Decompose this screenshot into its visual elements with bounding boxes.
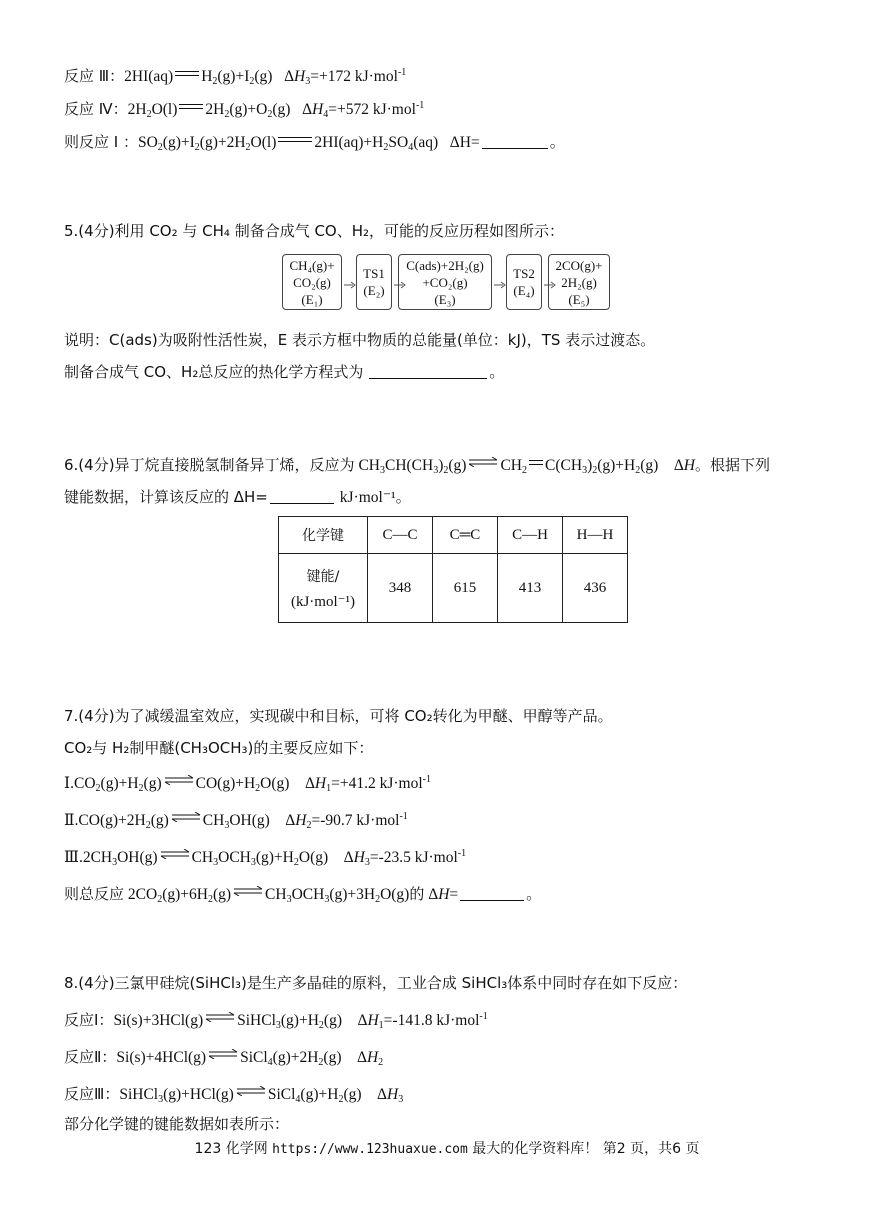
table-header: C—H — [498, 517, 563, 554]
answer-blank[interactable] — [369, 364, 487, 379]
reaction-3-dh: +172 kJ·mol — [319, 68, 398, 85]
table-cell: 615 — [433, 554, 498, 623]
q8-reaction-1: 反应Ⅰ：Si(s)+3HCl(g) $SiHCl_3(g)+H_2(g)$ $\Delta H_1=-141.8$ kJ·mol$^{-1}$ — [64, 1011, 488, 1031]
flow-box-ts2: TS2 (E₄) — [506, 254, 542, 310]
reaction-1-dh: ΔH= — [449, 134, 480, 151]
q8-tail: 部分化学键的键能数据如表所示： — [64, 1115, 290, 1133]
q6-line-2: 键能数据，计算该反应的 ΔH= kJ·mol⁻¹。 — [64, 488, 412, 506]
table-header: C—C — [368, 517, 433, 554]
q7-reaction-1: $Ⅰ.CO_2(g)+H_2(g)$ $CO(g)+H_2O(g)$ $\Delta H_1=+41.2$ kJ·mol$^{-1}$ — [64, 774, 432, 794]
table-cell: 348 — [368, 554, 433, 623]
q8-reaction-3: 反应Ⅲ：SiHCl$_3$(g)+HCl(g) $SiCl_4(g)+H_2(g)$ $\Delta H_3$ — [64, 1085, 404, 1105]
q5-ask: 制备合成气 CO、H₂总反应的热化学方程式为 。 — [64, 363, 505, 381]
flow-arrow-icon — [344, 281, 356, 289]
reaction-4-dh: +572 kJ·mol — [337, 101, 416, 118]
table-header: 化学键 — [279, 517, 368, 554]
footer-suffix: 最大的化学资料库！ 第2 页，共6 页 — [472, 1141, 700, 1157]
reaction-4-label: 反应 Ⅳ： — [64, 100, 128, 118]
reaction-1-label: 则反应 Ⅰ ： — [64, 133, 138, 151]
q7-reaction-2: $Ⅱ.CO(g)+2H_2(g)$ $CH_3OH(g)$ $\Delta H_2=-90.7$ kJ·mol$^{-1}$ — [64, 811, 408, 831]
reaction-3-line: 反应 Ⅲ：2HI(aq) $H_2(g)+I_2(g)$ $\Delta H_3=+172$ kJ·mol$^{-1}$ — [64, 67, 407, 87]
q5-note: 说明：C(ads)为吸附性活性炭，E 表示方框中物质的总能量(单位：kJ)，TS 表示过渡态。 — [64, 331, 656, 349]
footer-prefix: 123 化学网 — [194, 1141, 268, 1157]
table-cell: 413 — [498, 554, 563, 623]
q7-title: 7.(4分)为了减缓温室效应，实现碳中和目标，可将 CO₂转化为甲醚、甲醇等产品。 — [64, 707, 613, 725]
table-header: C═C — [433, 517, 498, 554]
q7-intro: CO₂与 H₂制甲醚(CH₃OCH₃)的主要反应如下： — [64, 739, 374, 757]
q6-line-1: 6.(4分)异丁烷直接脱氢制备异丁烯，反应为 $CH_3CH(CH_3)_2(g)$ $CH_2$ $C(CH_3)_2(g)+H_2(g)$ ΔH。根据下列 — [64, 456, 771, 476]
flow-box-intermediate: C(ads)+2H₂(g) +CO₂(g) (E₃) — [398, 254, 492, 310]
q7-total: 则总反应 $2CO_2(g)+6H_2(g)$ $CH_3OCH_3(g)+3H_2O(g)$的 ΔH= 。 — [64, 885, 542, 905]
answer-blank[interactable] — [460, 886, 524, 901]
reaction-4-line: 反应 Ⅳ：$2H_2O(l)$ $2H_2(g)+O_2(g)$ $\Delta H_4=+572$ kJ·mol$^{-1}$ — [64, 100, 425, 120]
footer-url-link[interactable]: https://www.123huaxue.com — [272, 1142, 468, 1157]
bond-energy-table — [278, 516, 628, 623]
q5-title: 5.(4分)利用 CO₂ 与 CH₄ 制备合成气 CO、H₂，可能的反应历程如图所示： — [64, 222, 565, 240]
answer-blank[interactable] — [482, 134, 548, 149]
flow-box-products: 2CO(g)+ 2H₂(g) (E₅) — [548, 254, 610, 310]
page-footer — [0, 1138, 894, 1158]
flow-arrow-icon — [494, 281, 506, 289]
q8-title: 8.(4分)三氯甲硅烷(SiHCl₃)是生产多晶硅的原料，工业合成 SiHCl₃体系中同时存在如下反应： — [64, 974, 688, 992]
table-cell: 436 — [563, 554, 628, 623]
reaction-3-label: 反应 Ⅲ： — [64, 67, 125, 85]
q8-reaction-2: 反应Ⅱ：Si(s)+4HCl(g) $SiCl_4(g)+2H_2(g)$ $\Delta H_2$ — [64, 1048, 384, 1068]
q7-reaction-3: $Ⅲ.2CH_3OH(g)$ $CH_3OCH_3(g)+H_2O(g)$ $\Delta H_3=-23.5$ kJ·mol$^{-1}$ — [64, 848, 467, 868]
reaction-1-line: 则反应 Ⅰ ：$SO_2(g)+I_2(g)+2H_2O(l)$ $2HI(aq)+H_2SO_4(aq)$ ΔH= 。 — [64, 133, 566, 153]
answer-blank[interactable] — [270, 489, 334, 504]
flow-box-reactants: CH₄(g)+ CO₂(g) (E₁) — [282, 254, 342, 310]
flow-box-ts1: TS1 (E₂) — [356, 254, 392, 310]
table-row-label: 键能/ (kJ·mol⁻¹) — [279, 554, 368, 623]
table-header: H—H — [563, 517, 628, 554]
